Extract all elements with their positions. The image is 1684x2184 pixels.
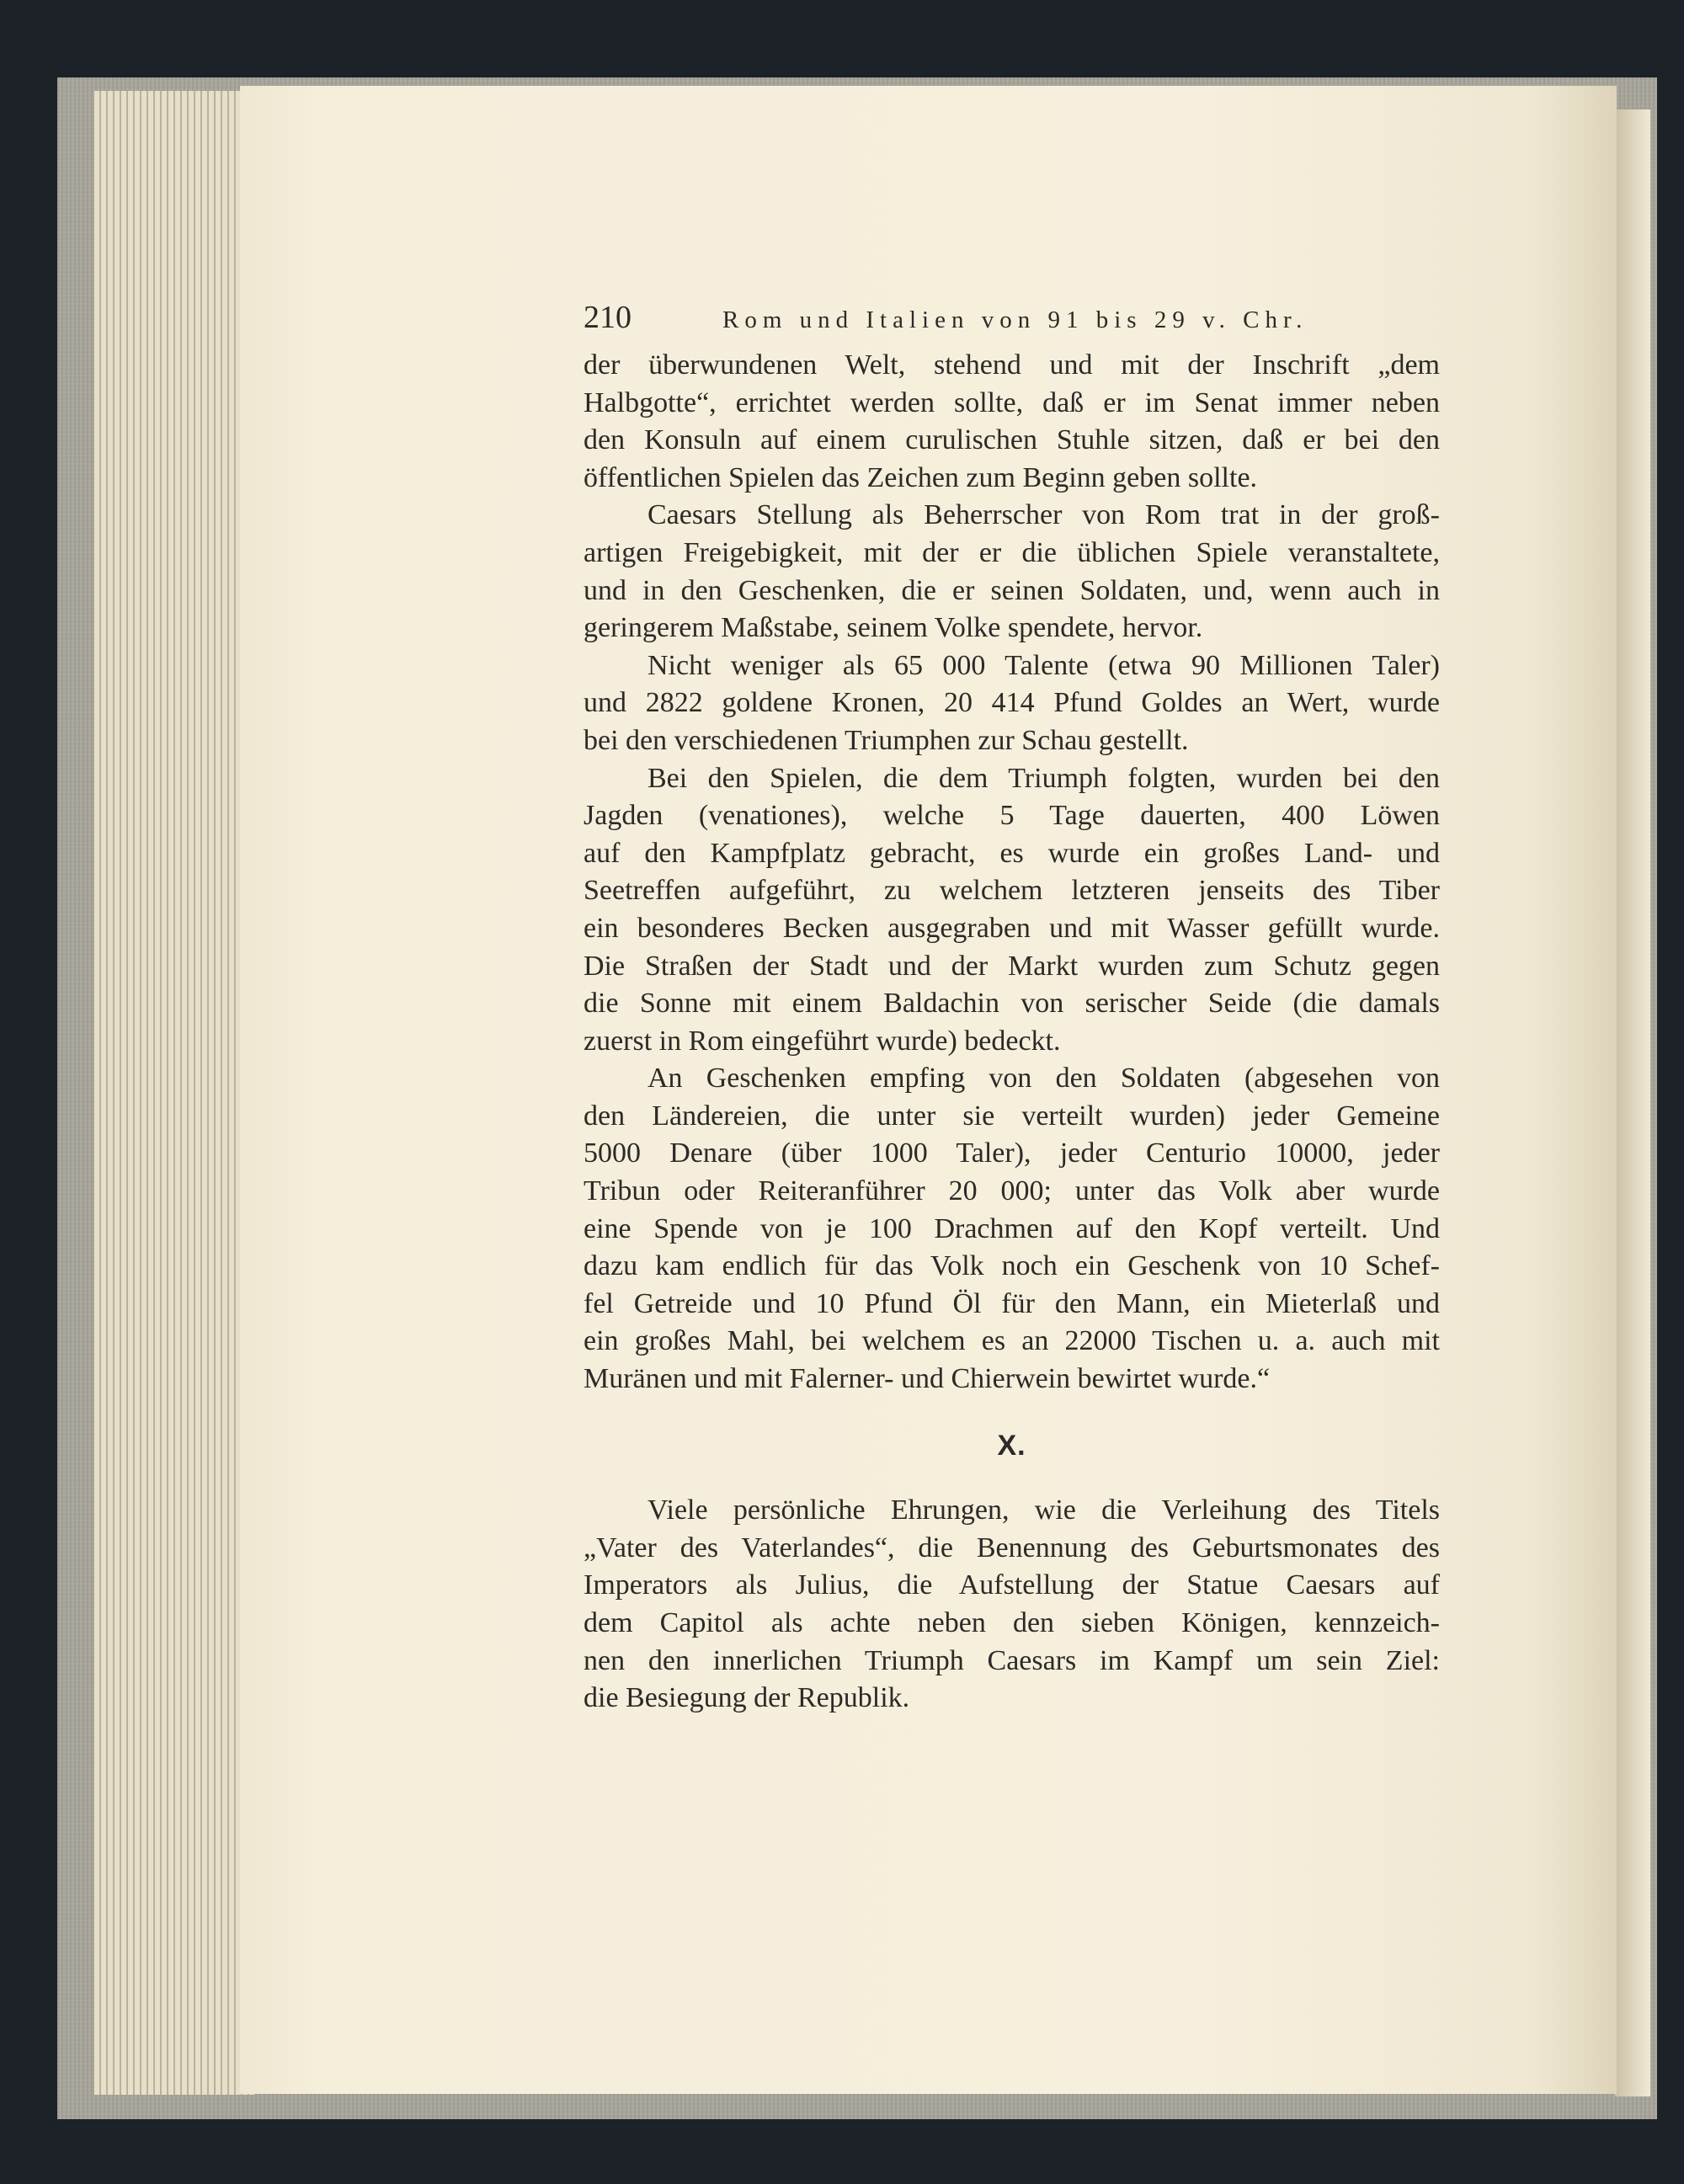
text-line: die Sonne mit einem Baldachin von serischer Seide (die damals [584,988,1440,1020]
text-line: den Ländereien, die unter sie verteilt wurden) jeder Gemeine [584,1100,1440,1132]
page-edges [94,91,254,2095]
text-line: den Konsuln auf einem curulischen Stuhle sitzen, daß er bei den [584,424,1440,456]
paragraph [584,347,1440,497]
text-line: der überwundenen Welt, stehend und mit der Inschrift „dem [584,349,1440,381]
page-text [584,299,1440,1718]
text-line: auf den Kampfplatz gebracht, es wurde ein großes Land- und [584,837,1440,869]
text-line: ein großes Mahl, bei welchem es an 22000 Tischen u. a. auch mit [584,1325,1440,1357]
page-header [584,299,1440,343]
text-line: und in den Geschenken, die er seinen Soldaten, und, wenn auch in [584,574,1440,606]
running-title: Rom und Italien von 91 bis 29 v. Chr. [722,306,1308,333]
text-line: An Geschenken empfing von den Soldaten (abgesehen von [647,1063,1440,1095]
text-line: zuerst in Rom eingeführt wurde) bedeckt. [584,1025,1061,1057]
text-line: Die Straßen der Stadt und der Markt wurden zum Schutz gegen [584,950,1440,982]
text-line: dem Capitol als achte neben den sieben Königen, kennzeich- [584,1607,1440,1638]
text-line: die Besiegung der Republik. [584,1682,910,1714]
paragraph [584,647,1440,760]
text-line: Seetreffen aufgeführt, zu welchem letzteren jenseits des Tiber [584,875,1440,907]
text-line: öffentlichen Spielen das Zeichen zum Beginn geben sollte. [584,461,1258,493]
text-line: ein besonderes Becken ausgegraben und mit Wasser gefüllt wurde. [584,912,1440,944]
section-heading: X. [997,1429,1026,1462]
text-line: Nicht weniger als 65 000 Talente (etwa 90 Millionen Taler) [647,649,1440,681]
text-line: 5000 Denare (über 1000 Taler), jeder Centurio 10000, jeder [584,1137,1440,1169]
text-line: Caesars Stellung als Beherrscher von Rom trat in der groß- [647,499,1440,531]
text-line: dazu kam endlich für das Volk noch ein Geschenk von 10 Schef- [584,1250,1440,1282]
paragraph [584,1492,1440,1718]
page-number: 210 [584,300,632,335]
text-line: bei den verschiedenen Triumphen zur Schau gestellt. [584,724,1189,756]
paragraph [584,497,1440,647]
facing-page-edge [1615,109,1650,2096]
text-line: Halbgotte“, errichtet werden sollte, daß er im Senat immer neben [584,386,1440,418]
text-line: Viele persönliche Ehrungen, wie die Verleihung des Titels [647,1494,1440,1526]
text-line: Tribun oder Reiteranführer 20 000; unter das Volk aber wurde [584,1175,1440,1207]
paragraph [584,760,1440,1061]
paragraph [584,1060,1440,1398]
text-line: artigen Freigebigkeit, mit der er die üblichen Spiele veranstaltete, [584,536,1440,568]
text-line: eine Spende von je 100 Drachmen auf den Kopf verteilt. Und [584,1212,1440,1244]
text-line: Bei den Spielen, die dem Triumph folgten, wurden bei den [647,762,1440,794]
text-line: Imperators als Julius, die Aufstellung der Statue Caesars auf [584,1569,1440,1601]
text-line: und 2822 goldene Kronen, 20 414 Pfund Goldes an Wert, wurde [584,687,1440,719]
text-line: Jagden (venationes), welche 5 Tage dauerten, 400 Löwen [584,800,1440,832]
text-line: nen den innerlichen Triumph Caesars im Kampf um sein Ziel: [584,1644,1440,1676]
text-line: geringerem Maßstabe, seinem Volke spendete, hervor. [584,612,1203,644]
text-line: fel Getreide und 10 Pfund Öl für den Mann, ein Mieterlaß und [584,1287,1440,1319]
text-line: Muränen und mit Falerner- und Chierwein bewirtet wurde.“ [584,1363,1271,1395]
text-line: „Vater des Vaterlandes“, die Benennung des Geburtsmonates des [584,1531,1440,1563]
